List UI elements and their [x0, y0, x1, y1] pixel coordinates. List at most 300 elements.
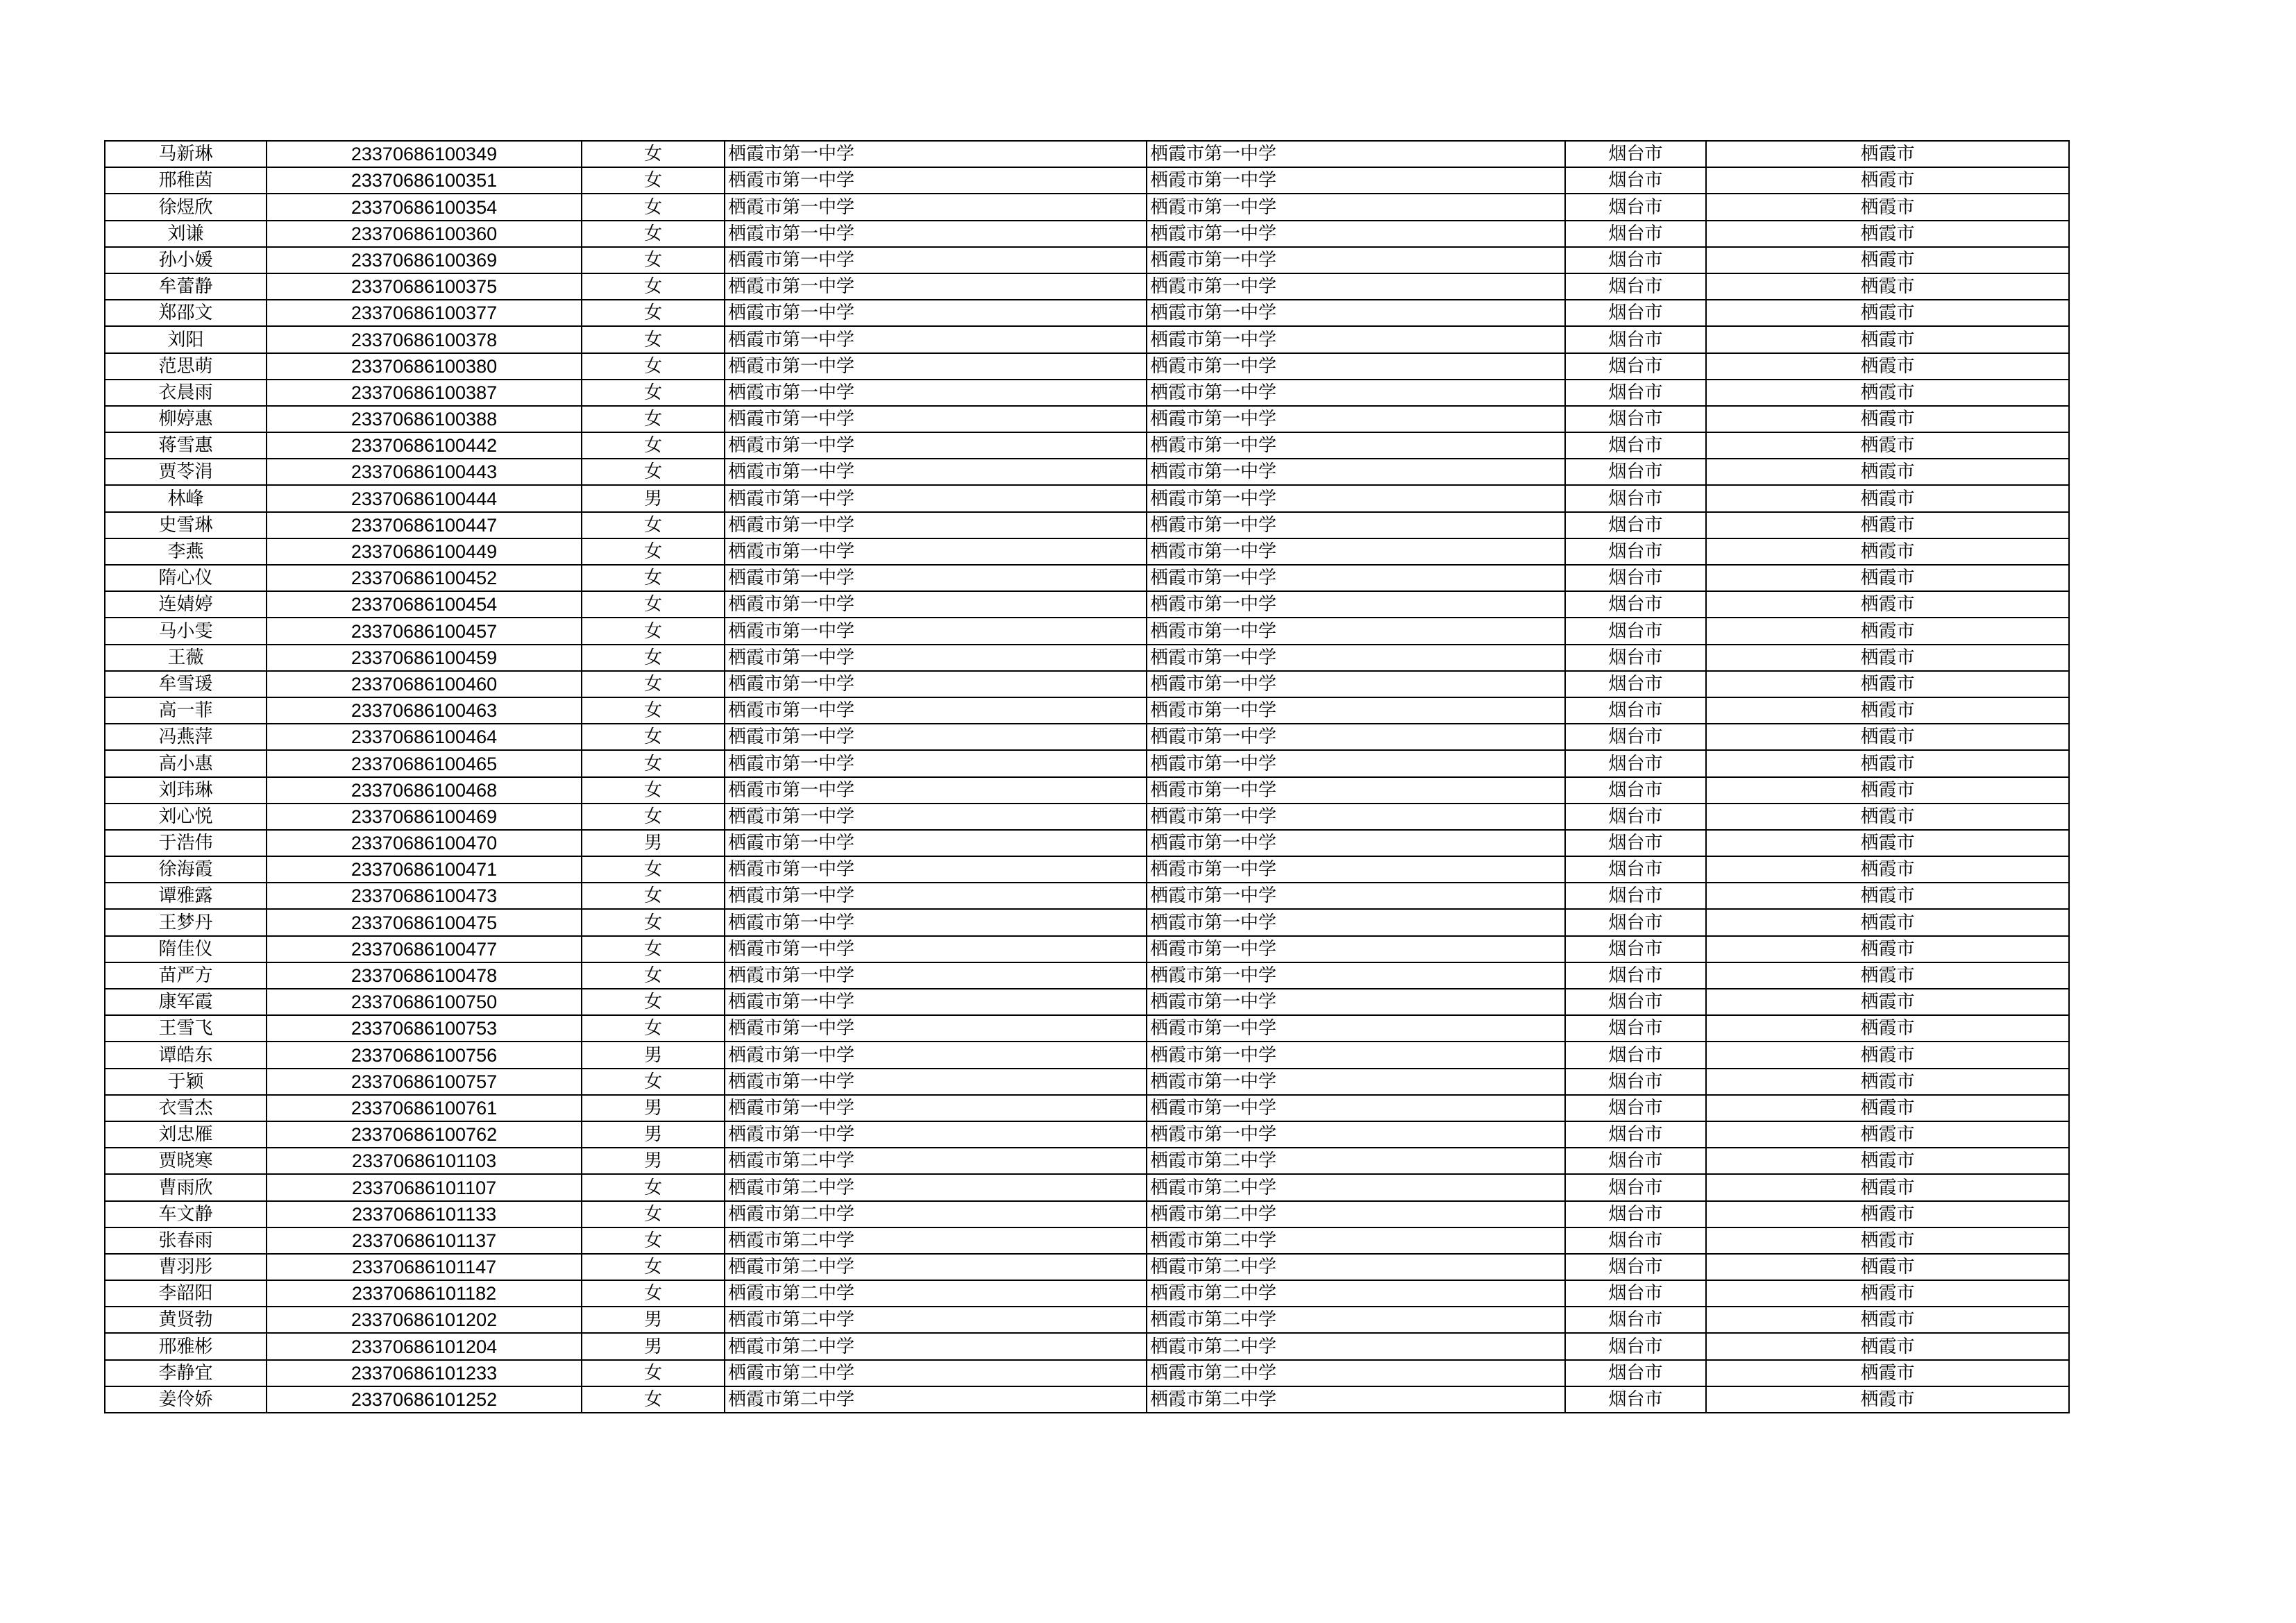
exam-site-cell: 栖霞市第二中学 — [1147, 1333, 1565, 1359]
table-row — [105, 432, 2069, 459]
exam-id-cell: 23370686100460 — [267, 671, 582, 697]
name-cell: 衣晨雨 — [105, 380, 267, 406]
table-row — [105, 1174, 2069, 1200]
exam-id-cell: 23370686100750 — [267, 989, 582, 1015]
table-row — [105, 1042, 2069, 1068]
table-row — [105, 247, 2069, 273]
exam-site-cell: 栖霞市第一中学 — [1147, 830, 1565, 856]
school-cell: 栖霞市第二中学 — [725, 1360, 1147, 1386]
table-row — [105, 300, 2069, 326]
district-cell: 栖霞市 — [1706, 1042, 2069, 1068]
exam-id-cell: 23370686101103 — [267, 1148, 582, 1174]
school-cell: 栖霞市第一中学 — [725, 777, 1147, 804]
district-cell: 栖霞市 — [1706, 856, 2069, 883]
district-cell: 栖霞市 — [1706, 512, 2069, 538]
district-cell: 栖霞市 — [1706, 1201, 2069, 1227]
city-cell: 烟台市 — [1565, 273, 1706, 300]
exam-id-cell: 23370686100380 — [267, 353, 582, 380]
name-cell: 邢稚茵 — [105, 167, 267, 194]
exam-id-cell: 23370686100465 — [267, 750, 582, 776]
exam-site-cell: 栖霞市第二中学 — [1147, 1174, 1565, 1200]
district-cell: 栖霞市 — [1706, 671, 2069, 697]
district-cell: 栖霞市 — [1706, 777, 2069, 804]
school-cell: 栖霞市第一中学 — [725, 459, 1147, 485]
district-cell: 栖霞市 — [1706, 1148, 2069, 1174]
exam-id-cell: 23370686101147 — [267, 1254, 582, 1280]
city-cell: 烟台市 — [1565, 697, 1706, 724]
table-row — [105, 671, 2069, 697]
city-cell: 烟台市 — [1565, 1280, 1706, 1307]
table-row — [105, 1227, 2069, 1254]
exam-id-cell: 23370686100443 — [267, 459, 582, 485]
exam-id-cell: 23370686101182 — [267, 1280, 582, 1307]
city-cell: 烟台市 — [1565, 618, 1706, 644]
city-cell: 烟台市 — [1565, 1254, 1706, 1280]
district-cell: 栖霞市 — [1706, 1069, 2069, 1095]
exam-id-cell: 23370686101204 — [267, 1333, 582, 1359]
district-cell: 栖霞市 — [1706, 432, 2069, 459]
gender-cell: 女 — [582, 1015, 725, 1042]
district-cell: 栖霞市 — [1706, 565, 2069, 591]
city-cell: 烟台市 — [1565, 909, 1706, 935]
district-cell: 栖霞市 — [1706, 1333, 2069, 1359]
exam-id-cell: 23370686100452 — [267, 565, 582, 591]
table-row — [105, 1280, 2069, 1307]
city-cell: 烟台市 — [1565, 830, 1706, 856]
gender-cell: 女 — [582, 194, 725, 220]
name-cell: 连婧婷 — [105, 591, 267, 618]
school-cell: 栖霞市第一中学 — [725, 750, 1147, 776]
city-cell: 烟台市 — [1565, 167, 1706, 194]
table-row — [105, 141, 2069, 167]
exam-site-cell: 栖霞市第一中学 — [1147, 1069, 1565, 1095]
gender-cell: 女 — [582, 326, 725, 352]
table-row — [105, 512, 2069, 538]
school-cell: 栖霞市第一中学 — [725, 273, 1147, 300]
school-cell: 栖霞市第二中学 — [725, 1174, 1147, 1200]
gender-cell: 女 — [582, 141, 725, 167]
city-cell: 烟台市 — [1565, 1386, 1706, 1413]
table-row — [105, 565, 2069, 591]
city-cell: 烟台市 — [1565, 512, 1706, 538]
city-cell: 烟台市 — [1565, 485, 1706, 511]
gender-cell: 男 — [582, 1095, 725, 1121]
school-cell: 栖霞市第一中学 — [725, 1015, 1147, 1042]
school-cell: 栖霞市第一中学 — [725, 167, 1147, 194]
exam-id-cell: 23370686101202 — [267, 1307, 582, 1333]
district-cell: 栖霞市 — [1706, 380, 2069, 406]
exam-site-cell: 栖霞市第一中学 — [1147, 777, 1565, 804]
school-cell: 栖霞市第一中学 — [725, 830, 1147, 856]
school-cell: 栖霞市第一中学 — [725, 856, 1147, 883]
exam-site-cell: 栖霞市第一中学 — [1147, 485, 1565, 511]
name-cell: 姜伶娇 — [105, 1386, 267, 1413]
exam-site-cell: 栖霞市第一中学 — [1147, 645, 1565, 671]
table-row — [105, 538, 2069, 565]
exam-site-cell: 栖霞市第二中学 — [1147, 1280, 1565, 1307]
name-cell: 衣雪杰 — [105, 1095, 267, 1121]
district-cell: 栖霞市 — [1706, 697, 2069, 724]
district-cell: 栖霞市 — [1706, 406, 2069, 432]
exam-id-cell: 23370686101133 — [267, 1201, 582, 1227]
name-cell: 牟蕾静 — [105, 273, 267, 300]
city-cell: 烟台市 — [1565, 962, 1706, 989]
table-row — [105, 1069, 2069, 1095]
name-cell: 曹羽彤 — [105, 1254, 267, 1280]
exam-id-cell: 23370686100447 — [267, 512, 582, 538]
district-cell: 栖霞市 — [1706, 962, 2069, 989]
name-cell: 刘心悦 — [105, 804, 267, 830]
district-cell: 栖霞市 — [1706, 194, 2069, 220]
city-cell: 烟台市 — [1565, 591, 1706, 618]
school-cell: 栖霞市第一中学 — [725, 326, 1147, 352]
school-cell: 栖霞市第一中学 — [725, 1042, 1147, 1068]
district-cell: 栖霞市 — [1706, 883, 2069, 909]
exam-site-cell: 栖霞市第二中学 — [1147, 1307, 1565, 1333]
gender-cell: 女 — [582, 538, 725, 565]
exam-site-cell: 栖霞市第一中学 — [1147, 221, 1565, 247]
gender-cell: 女 — [582, 856, 725, 883]
city-cell: 烟台市 — [1565, 856, 1706, 883]
district-cell: 栖霞市 — [1706, 1095, 2069, 1121]
city-cell: 烟台市 — [1565, 1360, 1706, 1386]
table-row — [105, 1121, 2069, 1148]
exam-id-cell: 23370686100351 — [267, 167, 582, 194]
name-cell: 柳婷惠 — [105, 406, 267, 432]
exam-id-cell: 23370686100475 — [267, 909, 582, 935]
district-cell: 栖霞市 — [1706, 247, 2069, 273]
city-cell: 烟台市 — [1565, 645, 1706, 671]
name-cell: 曹雨欣 — [105, 1174, 267, 1200]
district-cell: 栖霞市 — [1706, 909, 2069, 935]
school-cell: 栖霞市第一中学 — [725, 936, 1147, 962]
school-cell: 栖霞市第二中学 — [725, 1333, 1147, 1359]
exam-id-cell: 23370686100387 — [267, 380, 582, 406]
name-cell: 史雪琳 — [105, 512, 267, 538]
school-cell: 栖霞市第二中学 — [725, 1307, 1147, 1333]
city-cell: 烟台市 — [1565, 1015, 1706, 1042]
exam-site-cell: 栖霞市第二中学 — [1147, 1386, 1565, 1413]
gender-cell: 女 — [582, 406, 725, 432]
table-row — [105, 1386, 2069, 1413]
exam-id-cell: 23370686101107 — [267, 1174, 582, 1200]
gender-cell: 女 — [582, 750, 725, 776]
school-cell: 栖霞市第一中学 — [725, 194, 1147, 220]
table-row — [105, 1307, 2069, 1333]
city-cell: 烟台市 — [1565, 194, 1706, 220]
gender-cell: 女 — [582, 591, 725, 618]
name-cell: 刘忠雁 — [105, 1121, 267, 1148]
school-cell: 栖霞市第一中学 — [725, 512, 1147, 538]
city-cell: 烟台市 — [1565, 141, 1706, 167]
exam-site-cell: 栖霞市第一中学 — [1147, 1042, 1565, 1068]
name-cell: 高一菲 — [105, 697, 267, 724]
exam-site-cell: 栖霞市第一中学 — [1147, 804, 1565, 830]
exam-id-cell: 23370686101233 — [267, 1360, 582, 1386]
name-cell: 王梦丹 — [105, 909, 267, 935]
district-cell: 栖霞市 — [1706, 459, 2069, 485]
name-cell: 隋佳仪 — [105, 936, 267, 962]
table-row — [105, 856, 2069, 883]
name-cell: 贾苓涓 — [105, 459, 267, 485]
exam-id-cell: 23370686100444 — [267, 485, 582, 511]
exam-site-cell: 栖霞市第一中学 — [1147, 565, 1565, 591]
table-row — [105, 830, 2069, 856]
exam-site-cell: 栖霞市第一中学 — [1147, 989, 1565, 1015]
table-row — [105, 380, 2069, 406]
gender-cell: 女 — [582, 962, 725, 989]
exam-site-cell: 栖霞市第一中学 — [1147, 856, 1565, 883]
gender-cell: 女 — [582, 671, 725, 697]
district-cell: 栖霞市 — [1706, 618, 2069, 644]
exam-site-cell: 栖霞市第一中学 — [1147, 697, 1565, 724]
name-cell: 徐煜欣 — [105, 194, 267, 220]
name-cell: 蒋雪惠 — [105, 432, 267, 459]
exam-site-cell: 栖霞市第一中学 — [1147, 353, 1565, 380]
gender-cell: 女 — [582, 459, 725, 485]
exam-site-cell: 栖霞市第一中学 — [1147, 909, 1565, 935]
exam-id-cell: 23370686100349 — [267, 141, 582, 167]
school-cell: 栖霞市第一中学 — [725, 538, 1147, 565]
exam-site-cell: 栖霞市第一中学 — [1147, 459, 1565, 485]
district-cell: 栖霞市 — [1706, 221, 2069, 247]
exam-site-cell: 栖霞市第一中学 — [1147, 724, 1565, 750]
exam-id-cell: 23370686100469 — [267, 804, 582, 830]
exam-id-cell: 23370686100762 — [267, 1121, 582, 1148]
table-row — [105, 591, 2069, 618]
name-cell: 王薇 — [105, 645, 267, 671]
school-cell: 栖霞市第一中学 — [725, 406, 1147, 432]
table-row — [105, 697, 2069, 724]
city-cell: 烟台市 — [1565, 1201, 1706, 1227]
district-cell: 栖霞市 — [1706, 353, 2069, 380]
city-cell: 烟台市 — [1565, 1174, 1706, 1200]
name-cell: 谭雅露 — [105, 883, 267, 909]
school-cell: 栖霞市第一中学 — [725, 883, 1147, 909]
name-cell: 范思萌 — [105, 353, 267, 380]
exam-id-cell: 23370686100369 — [267, 247, 582, 273]
city-cell: 烟台市 — [1565, 936, 1706, 962]
table-row — [105, 883, 2069, 909]
name-cell: 刘玮琳 — [105, 777, 267, 804]
exam-site-cell: 栖霞市第一中学 — [1147, 273, 1565, 300]
school-cell: 栖霞市第一中学 — [725, 989, 1147, 1015]
school-cell: 栖霞市第一中学 — [725, 909, 1147, 935]
table-row — [105, 989, 2069, 1015]
exam-site-cell: 栖霞市第一中学 — [1147, 538, 1565, 565]
exam-site-cell: 栖霞市第一中学 — [1147, 671, 1565, 697]
table-row — [105, 1333, 2069, 1359]
exam-id-cell: 23370686100753 — [267, 1015, 582, 1042]
name-cell: 马新琳 — [105, 141, 267, 167]
table-row — [105, 750, 2069, 776]
exam-id-cell: 23370686100756 — [267, 1042, 582, 1068]
city-cell: 烟台市 — [1565, 1307, 1706, 1333]
school-cell: 栖霞市第二中学 — [725, 1201, 1147, 1227]
city-cell: 烟台市 — [1565, 538, 1706, 565]
school-cell: 栖霞市第一中学 — [725, 1095, 1147, 1121]
city-cell: 烟台市 — [1565, 777, 1706, 804]
school-cell: 栖霞市第一中学 — [725, 962, 1147, 989]
exam-site-cell: 栖霞市第一中学 — [1147, 883, 1565, 909]
table-row — [105, 618, 2069, 644]
table-row — [105, 353, 2069, 380]
gender-cell: 女 — [582, 273, 725, 300]
school-cell: 栖霞市第一中学 — [725, 432, 1147, 459]
name-cell: 孙小媛 — [105, 247, 267, 273]
city-cell: 烟台市 — [1565, 1095, 1706, 1121]
exam-id-cell: 23370686100378 — [267, 326, 582, 352]
city-cell: 烟台市 — [1565, 300, 1706, 326]
gender-cell: 女 — [582, 883, 725, 909]
table-row — [105, 1360, 2069, 1386]
district-cell: 栖霞市 — [1706, 1307, 2069, 1333]
name-cell: 林峰 — [105, 485, 267, 511]
name-cell: 马小雯 — [105, 618, 267, 644]
exam-site-cell: 栖霞市第一中学 — [1147, 1095, 1565, 1121]
exam-site-cell: 栖霞市第二中学 — [1147, 1148, 1565, 1174]
exam-site-cell: 栖霞市第一中学 — [1147, 432, 1565, 459]
table-body — [105, 141, 2069, 1413]
exam-id-cell: 23370686100449 — [267, 538, 582, 565]
exam-site-cell: 栖霞市第一中学 — [1147, 591, 1565, 618]
city-cell: 烟台市 — [1565, 326, 1706, 352]
exam-id-cell: 23370686100761 — [267, 1095, 582, 1121]
school-cell: 栖霞市第一中学 — [725, 645, 1147, 671]
gender-cell: 男 — [582, 1307, 725, 1333]
exam-site-cell: 栖霞市第二中学 — [1147, 1201, 1565, 1227]
name-cell: 李静宜 — [105, 1360, 267, 1386]
gender-cell: 女 — [582, 1227, 725, 1254]
name-cell: 郑邵文 — [105, 300, 267, 326]
exam-site-cell: 栖霞市第一中学 — [1147, 247, 1565, 273]
exam-id-cell: 23370686100470 — [267, 830, 582, 856]
exam-site-cell: 栖霞市第一中学 — [1147, 1121, 1565, 1148]
district-cell: 栖霞市 — [1706, 1360, 2069, 1386]
table-row — [105, 777, 2069, 804]
exam-site-cell: 栖霞市第一中学 — [1147, 167, 1565, 194]
exam-id-cell: 23370686100478 — [267, 962, 582, 989]
school-cell: 栖霞市第一中学 — [725, 380, 1147, 406]
name-cell: 于浩伟 — [105, 830, 267, 856]
exam-site-cell: 栖霞市第一中学 — [1147, 512, 1565, 538]
gender-cell: 女 — [582, 1254, 725, 1280]
name-cell: 李韶阳 — [105, 1280, 267, 1307]
table-row — [105, 804, 2069, 830]
exam-id-cell: 23370686101137 — [267, 1227, 582, 1254]
city-cell: 烟台市 — [1565, 1069, 1706, 1095]
district-cell: 栖霞市 — [1706, 326, 2069, 352]
school-cell: 栖霞市第二中学 — [725, 1227, 1147, 1254]
exam-id-cell: 23370686100354 — [267, 194, 582, 220]
table-row — [105, 936, 2069, 962]
exam-site-cell: 栖霞市第一中学 — [1147, 141, 1565, 167]
table-row — [105, 1201, 2069, 1227]
district-cell: 栖霞市 — [1706, 750, 2069, 776]
table-row — [105, 1095, 2069, 1121]
city-cell: 烟台市 — [1565, 221, 1706, 247]
district-cell: 栖霞市 — [1706, 724, 2069, 750]
district-cell: 栖霞市 — [1706, 1280, 2069, 1307]
gender-cell: 女 — [582, 777, 725, 804]
school-cell: 栖霞市第一中学 — [725, 247, 1147, 273]
district-cell: 栖霞市 — [1706, 485, 2069, 511]
district-cell: 栖霞市 — [1706, 538, 2069, 565]
gender-cell: 女 — [582, 1360, 725, 1386]
name-cell: 车文静 — [105, 1201, 267, 1227]
exam-site-cell: 栖霞市第一中学 — [1147, 326, 1565, 352]
exam-site-cell: 栖霞市第二中学 — [1147, 1360, 1565, 1386]
school-cell: 栖霞市第一中学 — [725, 724, 1147, 750]
table-row — [105, 167, 2069, 194]
name-cell: 邢雅彬 — [105, 1333, 267, 1359]
gender-cell: 男 — [582, 1042, 725, 1068]
exam-id-cell: 23370686100477 — [267, 936, 582, 962]
exam-id-cell: 23370686100377 — [267, 300, 582, 326]
exam-id-cell: 23370686101252 — [267, 1386, 582, 1413]
name-cell: 徐海霞 — [105, 856, 267, 883]
school-cell: 栖霞市第二中学 — [725, 1280, 1147, 1307]
table-row — [105, 724, 2069, 750]
city-cell: 烟台市 — [1565, 724, 1706, 750]
exam-site-cell: 栖霞市第一中学 — [1147, 380, 1565, 406]
table-row — [105, 326, 2069, 352]
exam-id-cell: 23370686100375 — [267, 273, 582, 300]
city-cell: 烟台市 — [1565, 380, 1706, 406]
city-cell: 烟台市 — [1565, 432, 1706, 459]
school-cell: 栖霞市第一中学 — [725, 1069, 1147, 1095]
city-cell: 烟台市 — [1565, 750, 1706, 776]
city-cell: 烟台市 — [1565, 353, 1706, 380]
district-cell: 栖霞市 — [1706, 591, 2069, 618]
district-cell: 栖霞市 — [1706, 936, 2069, 962]
gender-cell: 女 — [582, 936, 725, 962]
name-cell: 张春雨 — [105, 1227, 267, 1254]
school-cell: 栖霞市第一中学 — [725, 804, 1147, 830]
city-cell: 烟台市 — [1565, 1148, 1706, 1174]
exam-site-cell: 栖霞市第一中学 — [1147, 300, 1565, 326]
table-row — [105, 1254, 2069, 1280]
exam-site-cell: 栖霞市第一中学 — [1147, 194, 1565, 220]
exam-site-cell: 栖霞市第一中学 — [1147, 618, 1565, 644]
table-row — [105, 221, 2069, 247]
district-cell: 栖霞市 — [1706, 1227, 2069, 1254]
exam-id-cell: 23370686100471 — [267, 856, 582, 883]
school-cell: 栖霞市第一中学 — [725, 565, 1147, 591]
gender-cell: 女 — [582, 909, 725, 935]
district-cell: 栖霞市 — [1706, 1386, 2069, 1413]
gender-cell: 女 — [582, 300, 725, 326]
district-cell: 栖霞市 — [1706, 1254, 2069, 1280]
district-cell: 栖霞市 — [1706, 273, 2069, 300]
table-row — [105, 459, 2069, 485]
table-row — [105, 1148, 2069, 1174]
gender-cell: 女 — [582, 565, 725, 591]
table-row — [105, 962, 2069, 989]
gender-cell: 女 — [582, 724, 725, 750]
exam-id-cell: 23370686100468 — [267, 777, 582, 804]
gender-cell: 男 — [582, 830, 725, 856]
district-cell: 栖霞市 — [1706, 167, 2069, 194]
gender-cell: 女 — [582, 697, 725, 724]
school-cell: 栖霞市第一中学 — [725, 353, 1147, 380]
name-cell: 苗严方 — [105, 962, 267, 989]
name-cell: 王雪飞 — [105, 1015, 267, 1042]
gender-cell: 男 — [582, 1148, 725, 1174]
district-cell: 栖霞市 — [1706, 1174, 2069, 1200]
district-cell: 栖霞市 — [1706, 645, 2069, 671]
city-cell: 烟台市 — [1565, 406, 1706, 432]
